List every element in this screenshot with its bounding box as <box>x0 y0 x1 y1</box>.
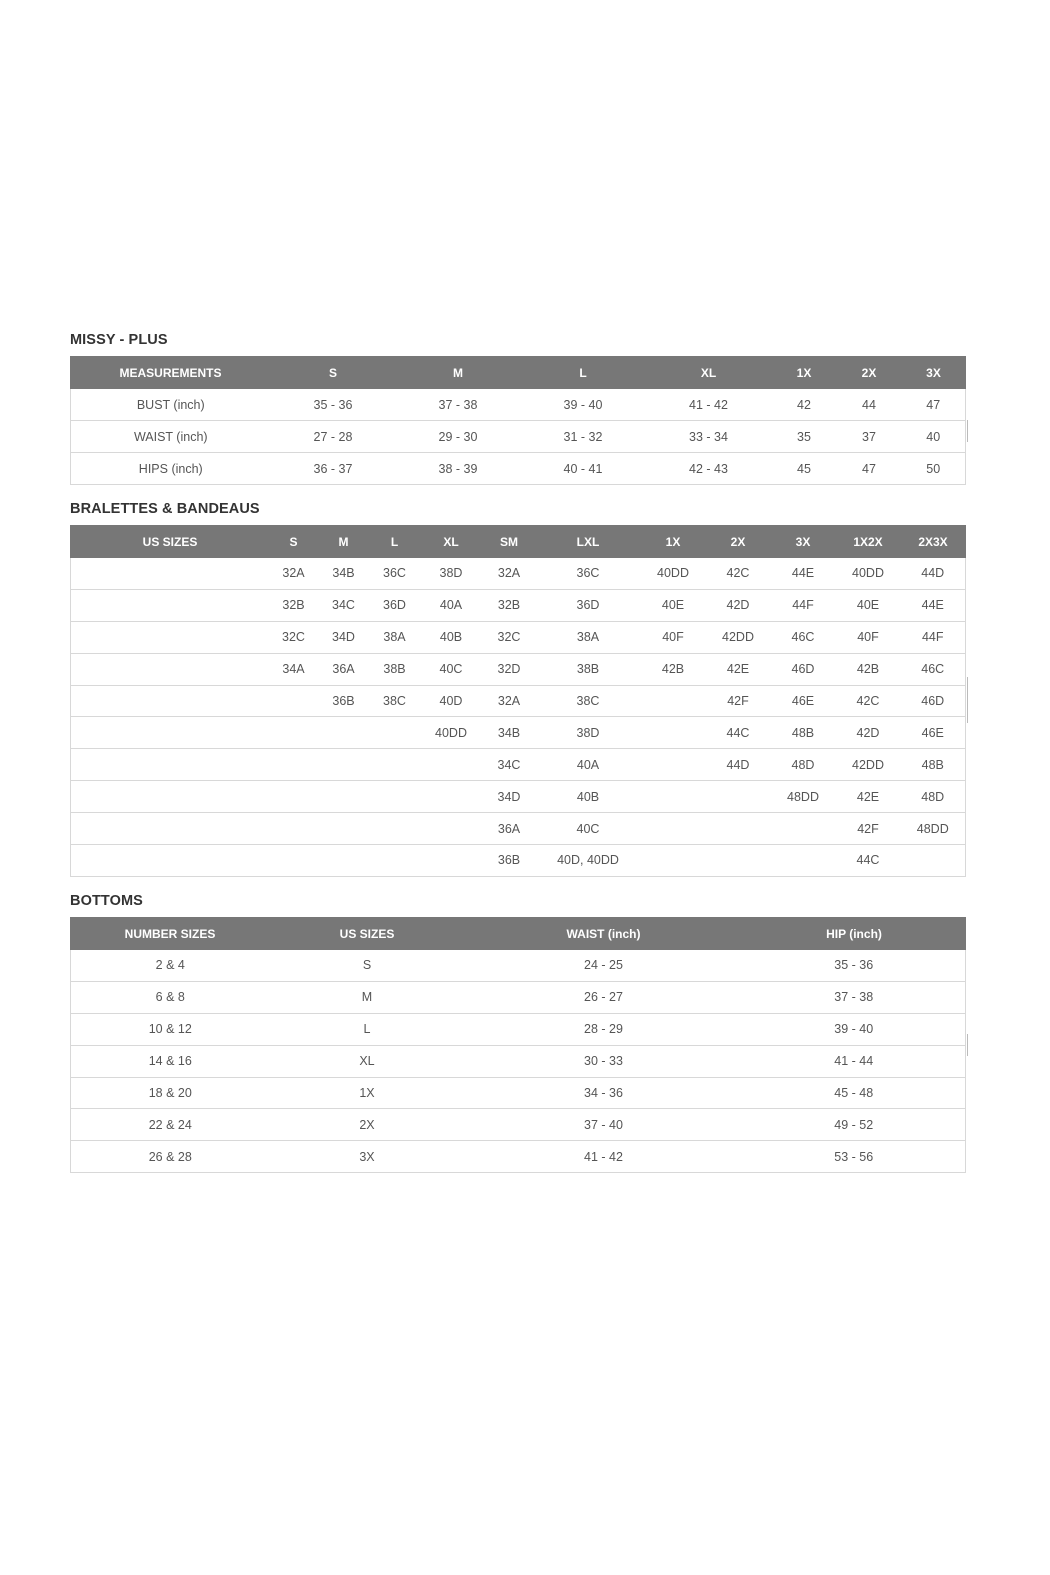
table-row <box>71 1109 966 1141</box>
table-row <box>71 1077 966 1109</box>
table-cell: 40D <box>420 685 483 717</box>
table-cell: 44F <box>771 589 836 621</box>
table-cell: 44 <box>837 389 902 421</box>
table-cell: XL <box>270 1045 465 1077</box>
table-cell <box>641 685 706 717</box>
table-cell: 42E <box>836 781 901 813</box>
table-cell: 32D <box>483 653 536 685</box>
table-cell: 44F <box>901 621 966 653</box>
table-cell: 40F <box>641 621 706 653</box>
table-cell: 38C <box>536 685 641 717</box>
table-cell: 36C <box>370 558 420 590</box>
table-cell: 40DD <box>641 558 706 590</box>
table-cell <box>71 749 270 781</box>
table-row <box>71 1141 966 1173</box>
table-cell: 42E <box>706 653 771 685</box>
table-cell <box>771 813 836 845</box>
table-cell: 42F <box>706 685 771 717</box>
table-cell: 1X <box>270 1077 465 1109</box>
table-row <box>71 389 966 421</box>
table-cell <box>706 845 771 877</box>
table-cell <box>270 781 318 813</box>
table-header-row <box>71 357 966 389</box>
table-cell <box>270 717 318 749</box>
bralettes-bandeaus-size-table <box>70 525 966 877</box>
table-cell: 46C <box>901 653 966 685</box>
table-cell: 36B <box>483 845 536 877</box>
table-cell: 40B <box>420 621 483 653</box>
table-cell: 34B <box>318 558 370 590</box>
table-row <box>71 781 966 813</box>
table-cell: 34C <box>318 589 370 621</box>
table-row <box>71 453 966 485</box>
column-header: HIP (inch) <box>743 918 966 950</box>
table-cell: 2X <box>270 1109 465 1141</box>
missy-plus-size-table <box>70 356 966 485</box>
table-cell: 53 - 56 <box>743 1141 966 1173</box>
table-cell <box>270 749 318 781</box>
table-cell: 34D <box>483 781 536 813</box>
table-cell: 32A <box>483 685 536 717</box>
table-cell: 44E <box>771 558 836 590</box>
table-cell <box>318 781 370 813</box>
table-cell: 42C <box>706 558 771 590</box>
column-header: 1X <box>772 357 837 389</box>
table-cell: 42DD <box>706 621 771 653</box>
table-cell: HIPS (inch) <box>71 453 271 485</box>
table-cell: 44D <box>901 558 966 590</box>
table-cell <box>270 813 318 845</box>
table-cell: 6 & 8 <box>71 981 270 1013</box>
table-cell: 30 - 33 <box>465 1045 743 1077</box>
table-cell <box>71 845 270 877</box>
table-cell: 46D <box>771 653 836 685</box>
table-cell <box>641 845 706 877</box>
table-cell: 35 - 36 <box>743 950 966 982</box>
table-cell: BUST (inch) <box>71 389 271 421</box>
table-cell: 36A <box>483 813 536 845</box>
table-row <box>71 981 966 1013</box>
table-cell <box>71 558 270 590</box>
table-cell: 42F <box>836 813 901 845</box>
table-cell: 22 & 24 <box>71 1109 270 1141</box>
table-cell: 14 & 16 <box>71 1045 270 1077</box>
table-cell: 40B <box>536 781 641 813</box>
bottoms-size-table <box>70 917 966 1173</box>
table-cell: 40E <box>836 589 901 621</box>
table-cell: 36D <box>536 589 641 621</box>
table-cell: 47 <box>837 453 902 485</box>
table-row <box>71 558 966 590</box>
column-header: 2X <box>837 357 902 389</box>
table-cell: 34D <box>318 621 370 653</box>
table-cell <box>420 813 483 845</box>
column-header: NUMBER SIZES <box>71 918 270 950</box>
table-cell <box>706 813 771 845</box>
table-cell: 38D <box>536 717 641 749</box>
table-cell: 39 - 40 <box>743 1013 966 1045</box>
column-header: XL <box>420 526 483 558</box>
table-cell: 42B <box>836 653 901 685</box>
table-cell: 41 - 42 <box>465 1141 743 1173</box>
table-cell: 42C <box>836 685 901 717</box>
table-cell: 40A <box>536 749 641 781</box>
table-cell: 32C <box>270 621 318 653</box>
table-cell: 41 - 44 <box>743 1045 966 1077</box>
table-cell: 42DD <box>836 749 901 781</box>
table-row <box>71 589 966 621</box>
table-cell: 40DD <box>420 717 483 749</box>
table-cell: 34B <box>483 717 536 749</box>
table-cell <box>641 813 706 845</box>
column-header: US SIZES <box>270 918 465 950</box>
table-cell: 44D <box>706 749 771 781</box>
table-cell: 40E <box>641 589 706 621</box>
column-header: L <box>370 526 420 558</box>
table-cell <box>318 749 370 781</box>
table-cell: 36A <box>318 653 370 685</box>
table-cell: 34A <box>270 653 318 685</box>
table-cell: 42D <box>836 717 901 749</box>
table-cell: 45 - 48 <box>743 1077 966 1109</box>
table-cell: 42 - 43 <box>646 453 772 485</box>
table-cell: 38 - 39 <box>396 453 521 485</box>
table-cell: 36D <box>370 589 420 621</box>
table-cell: 48D <box>901 781 966 813</box>
column-header: XL <box>646 357 772 389</box>
table-cell: 46D <box>901 685 966 717</box>
table-cell: 40C <box>420 653 483 685</box>
table-cell: 38D <box>420 558 483 590</box>
table-cell: 37 - 40 <box>465 1109 743 1141</box>
table-cell: 32C <box>483 621 536 653</box>
table-cell: 47 <box>902 389 966 421</box>
table-cell <box>641 749 706 781</box>
table-cell: 35 - 36 <box>271 389 396 421</box>
table-cell: 32A <box>270 558 318 590</box>
table-cell: 32B <box>483 589 536 621</box>
table-cell: 3X <box>270 1141 465 1173</box>
table-cell <box>370 845 420 877</box>
bottoms-title: BOTTOMS <box>70 893 143 909</box>
table-cell: 35 <box>772 421 837 453</box>
table-cell: 38A <box>370 621 420 653</box>
table-cell <box>318 813 370 845</box>
table-cell <box>641 781 706 813</box>
table-cell: WAIST (inch) <box>71 421 271 453</box>
table-cell <box>318 845 370 877</box>
table-cell <box>370 749 420 781</box>
bralettes-bandeaus-title: BRALETTES & BANDEAUS <box>70 501 260 517</box>
table-cell <box>420 845 483 877</box>
table-cell: 40DD <box>836 558 901 590</box>
table-cell: 2 & 4 <box>71 950 270 982</box>
table-cell <box>901 845 966 877</box>
table-cell <box>270 845 318 877</box>
table-row <box>71 621 966 653</box>
table-row <box>71 749 966 781</box>
column-header: WAIST (inch) <box>465 918 743 950</box>
table-cell: 46C <box>771 621 836 653</box>
table-cell: 42D <box>706 589 771 621</box>
table-cell: 39 - 40 <box>521 389 646 421</box>
table-cell: 41 - 42 <box>646 389 772 421</box>
table-row <box>71 717 966 749</box>
column-header: 1X2X <box>836 526 901 558</box>
column-header: 2X <box>706 526 771 558</box>
table-cell: 48B <box>901 749 966 781</box>
table-cell: 36C <box>536 558 641 590</box>
table-header-row <box>71 918 966 950</box>
table-cell <box>71 653 270 685</box>
table-cell <box>71 717 270 749</box>
table-cell: 29 - 30 <box>396 421 521 453</box>
table-cell: 24 - 25 <box>465 950 743 982</box>
table-cell: 46E <box>901 717 966 749</box>
column-header: 1X <box>641 526 706 558</box>
table-cell: 44E <box>901 589 966 621</box>
table-cell: 49 - 52 <box>743 1109 966 1141</box>
table-cell <box>771 845 836 877</box>
table-cell <box>71 621 270 653</box>
table-cell: 31 - 32 <box>521 421 646 453</box>
table-cell: L <box>270 1013 465 1045</box>
table-cell: 40 - 41 <box>521 453 646 485</box>
table-cell: 40D, 40DD <box>536 845 641 877</box>
table-cell <box>370 781 420 813</box>
table-cell: 38A <box>536 621 641 653</box>
table-cell: 48D <box>771 749 836 781</box>
table-cell <box>71 589 270 621</box>
table-cell: 18 & 20 <box>71 1077 270 1109</box>
table-cell: 10 & 12 <box>71 1013 270 1045</box>
table-cell: 42 <box>772 389 837 421</box>
table-cell: 26 - 27 <box>465 981 743 1013</box>
table-cell: 37 - 38 <box>743 981 966 1013</box>
column-header: LXL <box>536 526 641 558</box>
table-cell: 38B <box>536 653 641 685</box>
table-cell <box>370 717 420 749</box>
table-row <box>71 950 966 982</box>
table-cell: 37 <box>837 421 902 453</box>
table-cell: 38B <box>370 653 420 685</box>
table-cell: 48DD <box>771 781 836 813</box>
table-cell: 44C <box>706 717 771 749</box>
table-row <box>71 1045 966 1077</box>
table-cell: 34 - 36 <box>465 1077 743 1109</box>
column-header: L <box>521 357 646 389</box>
table-cell: 26 & 28 <box>71 1141 270 1173</box>
table-cell <box>270 685 318 717</box>
table-cell: 48B <box>771 717 836 749</box>
table-row <box>71 1013 966 1045</box>
table-row <box>71 653 966 685</box>
column-header: M <box>396 357 521 389</box>
table-cell <box>71 813 270 845</box>
column-header: M <box>318 526 370 558</box>
table-cell: 42B <box>641 653 706 685</box>
table-cell: 28 - 29 <box>465 1013 743 1045</box>
column-header: S <box>270 526 318 558</box>
table-cell: 32A <box>483 558 536 590</box>
table-cell: 34C <box>483 749 536 781</box>
table-cell: 48DD <box>901 813 966 845</box>
table-edge-mark <box>967 420 968 442</box>
table-edge-mark <box>967 677 968 723</box>
table-cell <box>318 717 370 749</box>
table-cell <box>706 781 771 813</box>
table-cell: 33 - 34 <box>646 421 772 453</box>
missy-plus-title: MISSY - PLUS <box>70 332 168 348</box>
column-header: 3X <box>771 526 836 558</box>
table-row <box>71 685 966 717</box>
column-header: 2X3X <box>901 526 966 558</box>
table-cell: 27 - 28 <box>271 421 396 453</box>
table-cell: 38C <box>370 685 420 717</box>
column-header: MEASUREMENTS <box>71 357 271 389</box>
table-cell <box>71 685 270 717</box>
column-header: S <box>271 357 396 389</box>
table-cell <box>370 813 420 845</box>
table-cell: 40 <box>902 421 966 453</box>
table-cell <box>420 749 483 781</box>
table-cell <box>71 781 270 813</box>
table-header-row <box>71 526 966 558</box>
column-header: SM <box>483 526 536 558</box>
table-cell: 36 - 37 <box>271 453 396 485</box>
table-cell: 46E <box>771 685 836 717</box>
column-header: 3X <box>902 357 966 389</box>
table-cell: 40C <box>536 813 641 845</box>
table-cell: 44C <box>836 845 901 877</box>
table-cell: S <box>270 950 465 982</box>
table-cell: 36B <box>318 685 370 717</box>
table-cell: 40A <box>420 589 483 621</box>
table-cell: M <box>270 981 465 1013</box>
table-cell: 45 <box>772 453 837 485</box>
table-cell: 32B <box>270 589 318 621</box>
table-row <box>71 421 966 453</box>
table-cell <box>641 717 706 749</box>
table-cell: 40F <box>836 621 901 653</box>
column-header: US SIZES <box>71 526 270 558</box>
table-cell <box>420 781 483 813</box>
table-row <box>71 813 966 845</box>
table-cell: 50 <box>902 453 966 485</box>
table-row <box>71 845 966 877</box>
table-edge-mark <box>967 1034 968 1056</box>
table-cell: 37 - 38 <box>396 389 521 421</box>
